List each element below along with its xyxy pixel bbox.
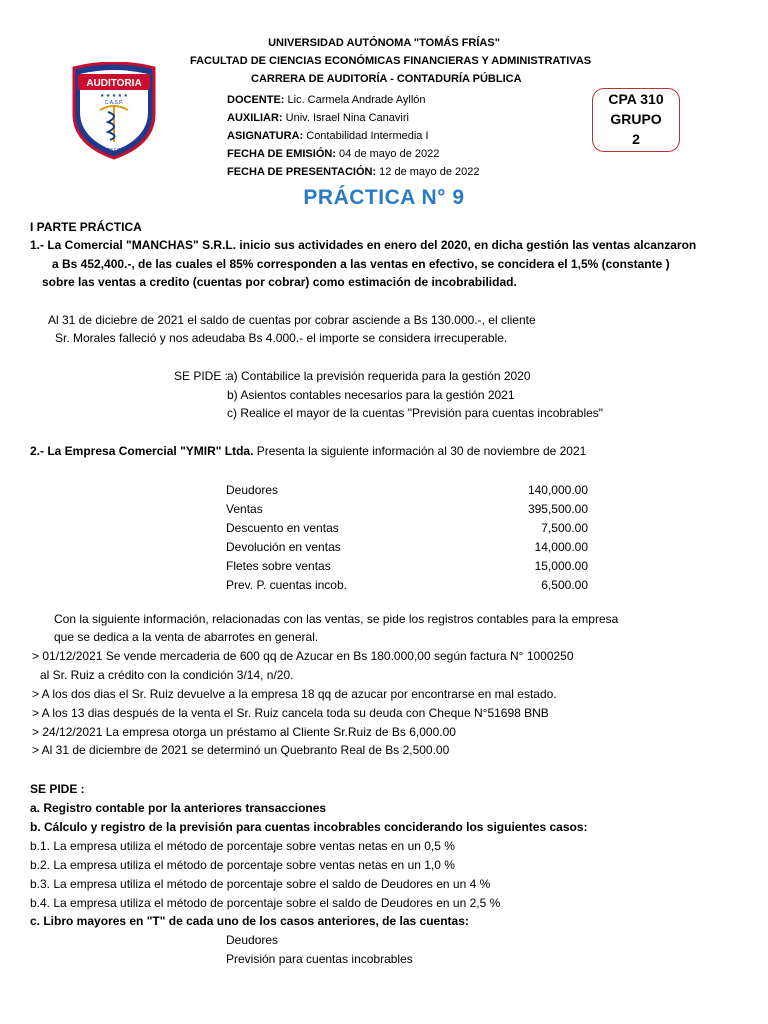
- account-name: Ventas: [226, 501, 263, 516]
- p2-event2: > A los dos dias el Sr. Ruiz devuelve a la empresa 18 qq de azucar por encontrarse en mal estado.: [32, 687, 557, 701]
- account-name: Deudores: [226, 482, 279, 497]
- p3-account-deudores: Deudores: [226, 933, 279, 947]
- p3-item-b1: b.1. La empresa utiliza el método de porcentaje sobre ventas netas en un 0,5 %: [30, 839, 455, 853]
- p2-text2: que se dedica a la venta de abarrotes en general.: [54, 630, 319, 644]
- account-name: Descuento en ventas: [226, 520, 339, 535]
- group-box-number: 2: [632, 131, 640, 147]
- account-value: 7,500.00: [541, 520, 588, 535]
- table-row: [226, 499, 588, 518]
- p2-event3: > A los 13 dias después de la venta el Sr. Ruiz cancela toda su deuda con Cheque N°51698 BNB: [32, 706, 549, 720]
- table-row: [226, 575, 588, 594]
- p3-item-b4: b.4. La empresa utiliza el método de porcentaje sobre el saldo de Deudores en un 2,5 %: [30, 896, 501, 910]
- p2-event4: > 24/12/2021 La empresa otorga un préstamo al Cliente Sr.Ruiz de Bs 6,000.00: [32, 725, 456, 739]
- page-title: PRÁCTICA N° 9: [303, 186, 465, 209]
- account-value: 140,000.00: [527, 482, 588, 497]
- part-heading: I PARTE PRÁCTICA: [30, 220, 142, 234]
- table-row: [226, 556, 588, 575]
- account-value: 14,000.00: [534, 539, 588, 554]
- p3-item-b2: b.2. La empresa utiliza el método de porcentaje sobre ventas netas en un 1,0 %: [30, 858, 455, 872]
- p3-item-a: a. Registro contable por la anteriores transacciones: [30, 801, 327, 815]
- p3-sepide: SE PIDE :: [30, 782, 85, 796]
- group-box-course: CPA 310: [608, 91, 664, 107]
- group-box: [592, 88, 680, 152]
- p1-item-c: c) Realice el mayor de la cuentas "Previsión para cuentas incobrables": [227, 406, 604, 420]
- p1-item-b: b) Asientos contables necesarios para la gestión 2021: [227, 388, 515, 402]
- svg-text:AUDITORIA: AUDITORIA: [86, 78, 142, 89]
- svg-text:C.A.S.P.: C.A.S.P.: [104, 100, 124, 106]
- svg-text:★ ★ ★ ★ ★: ★ ★ ★ ★ ★: [100, 93, 128, 99]
- svg-text:CPSECO: CPSECO: [103, 148, 125, 154]
- career-name: CARRERA DE AUDITORÍA - CONTADURÍA PÚBLICA: [251, 73, 522, 85]
- p2-intro: 2.- La Empresa Comercial "YMIR" Ltda. Presenta la siguiente información al 30 de noviembre de 2021: [30, 444, 587, 458]
- group-box-label: GRUPO: [610, 111, 662, 127]
- p1-line2: a Bs 452,400.-, de las cuales el 85% corresponden a las ventas en efectivo, se concidera el 1,5% (constante ): [52, 257, 670, 271]
- p1-item-a: a) Contabilice la previsión requerida para la gestión 2020: [227, 369, 531, 383]
- p1-line1: 1.- La Comercial "MANCHAS" S.R.L. inicio sus actividades en enero del 2020, en dicha gestión las ventas alcanzaron: [30, 238, 697, 252]
- p3-account-prevision: Previsión para cuentas incobrables: [226, 952, 413, 966]
- table-row: [226, 518, 588, 537]
- p1-line3: sobre las ventas a credito (cuentas por cobrar) como estimación de incobrabilidad.: [42, 275, 517, 289]
- account-value: 395,500.00: [527, 501, 588, 516]
- meta-auxiliar: AUXILIAR: Univ. Israel Nina Canaviri: [227, 112, 409, 124]
- meta-docente: DOCENTE: Lic. Carmela Andrade Ayllón: [227, 94, 426, 106]
- p3-item-b3: b.3. La empresa utiliza el método de porcentaje sobre el saldo de Deudores en un 4 %: [30, 877, 491, 891]
- account-name: Fletes sobre ventas: [226, 558, 331, 573]
- meta-fecha-presentacion: FECHA DE PRESENTACIÓN: 12 de mayo de 2022: [227, 166, 480, 178]
- table-row: [226, 480, 588, 499]
- auditoria-logo: [70, 62, 158, 160]
- p2-event1: > 01/12/2021 Se vende mercaderia de 600 qq de Azucar en Bs 180.000,00 según factura N° 1000250: [32, 649, 574, 663]
- p1-line4: Al 31 de diciebre de 2021 el saldo de cuentas por cobrar asciende a Bs 130.000.-, el cliente: [48, 313, 536, 327]
- meta-fecha-emision: FECHA DE EMISIÓN: 04 de mayo de 2022: [227, 148, 440, 160]
- p1-line5: Sr. Morales falleció y nos adeudaba Bs 4.000.- el importe se considera irrecuperable.: [55, 331, 508, 345]
- university-name: UNIVERSIDAD AUTÓNOMA "TOMÁS FRÍAS": [268, 37, 500, 49]
- account-value: 15,000.00: [534, 558, 588, 573]
- table-row: [226, 537, 588, 556]
- accounts-table: [226, 480, 588, 594]
- p1-sepide: SE PIDE :: [174, 369, 229, 383]
- p2-event1b: al Sr. Ruiz a crédito con la condición 3/14, n/20.: [40, 668, 294, 682]
- p2-event5: > Al 31 de diciembre de 2021 se determinó un Quebranto Real de Bs 2,500.00: [32, 743, 450, 757]
- p3-item-c: c. Libro mayores en "T" de cada uno de los casos anteriores, de las cuentas:: [30, 914, 469, 928]
- account-value: 6,500.00: [541, 577, 588, 592]
- p3-item-b: b. Cálculo y registro de la previsión para cuentas incobrables conciderando los siguientes casos:: [30, 820, 588, 834]
- account-name: Devolución en ventas: [226, 539, 341, 554]
- faculty-name: FACULTAD DE CIENCIAS ECONÓMICAS FINANCIERAS Y ADMINISTRATIVAS: [190, 55, 592, 67]
- account-name: Prev. P. cuentas incob.: [226, 577, 347, 592]
- p2-text1: Con la siguiente información, relacionadas con las ventas, se pide los registros contables para la empresa: [54, 612, 619, 626]
- meta-asignatura: ASIGNATURA: Contabilidad Intermedia I: [227, 130, 429, 142]
